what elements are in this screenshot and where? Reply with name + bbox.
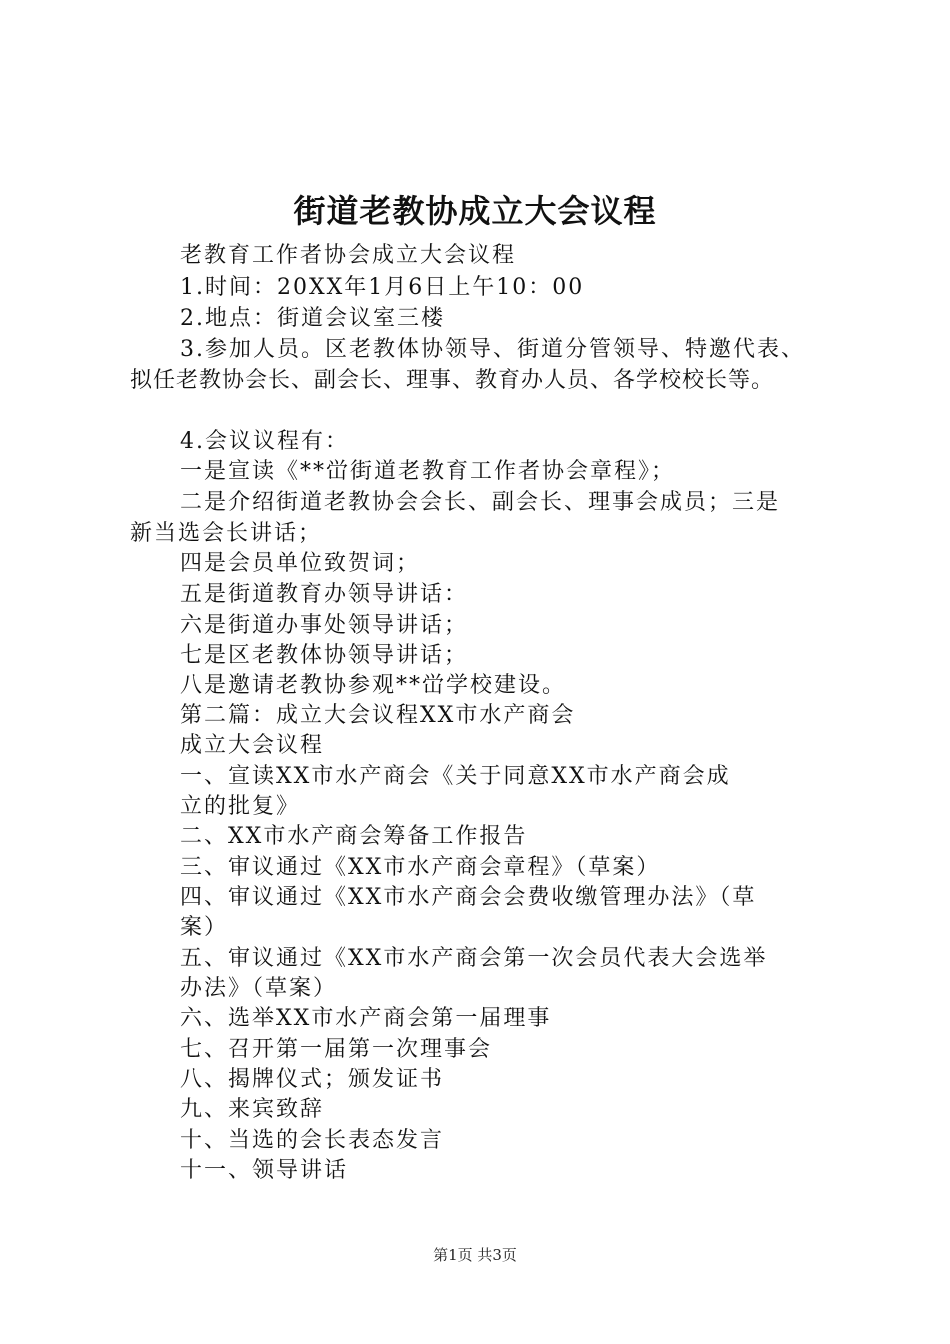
paragraph-line: 2.地点：街道会议室三楼 <box>180 306 445 331</box>
paragraph-line: 七是区老教体协领导讲话； <box>180 643 469 668</box>
paragraph-line: 办法》（草案） <box>180 976 338 1001</box>
paragraph-line: 四是会员单位致贺词； <box>180 551 421 576</box>
paragraph-line: 八、揭牌仪式；颁发证书 <box>180 1067 445 1092</box>
paragraph-line: 新当选会长讲话； <box>130 521 323 546</box>
paragraph-line: 四、审议通过《XX市水产商会会费收缴管理办法》（草 <box>180 885 757 910</box>
paragraph-line: 成立大会议程 <box>180 733 325 758</box>
paragraph-line: 二是介绍街道老教协会会长、副会长、理事会成员；三是 <box>180 490 781 515</box>
paragraph-line: 五、审议通过《XX市水产商会第一次会员代表大会选举 <box>180 946 768 971</box>
paragraph-line: 三、审议通过《XX市水产商会章程》（草案） <box>180 855 661 880</box>
paragraph-line: 一是宣读《**峃街道老教育工作者协会章程》； <box>180 459 676 484</box>
paragraph-line: 九、来宾致辞 <box>180 1097 325 1122</box>
paragraph-line: 六是街道办事处领导讲话； <box>180 613 469 638</box>
paragraph-line: 十一、领导讲话 <box>180 1158 349 1183</box>
page-footer: 第1页 共3页 <box>433 1246 517 1264</box>
paragraph-line: 4.会议议程有： <box>180 429 349 454</box>
paragraph-line: 拟任老教协会长、副会长、理事、教育办人员、各学校校长等。 <box>130 368 775 393</box>
document-title: 街道老教协成立大会议程 <box>293 192 657 230</box>
paragraph-line: 一、宣读XX市水产商会《关于同意XX市水产商会成 <box>180 764 731 789</box>
paragraph-line: 二、XX市水产商会筹备工作报告 <box>180 824 528 849</box>
paragraph-line: 立的批复》 <box>180 794 301 819</box>
paragraph-line: 十、当选的会长表态发言 <box>180 1128 445 1153</box>
paragraph-line: 第二篇：成立大会议程XX市水产商会 <box>180 703 576 728</box>
paragraph-line: 3.参加人员。区老教体协领导、街道分管领导、特邀代表、 <box>180 337 805 362</box>
paragraph-line: 六、选举XX市水产商会第一届理事 <box>180 1006 552 1031</box>
paragraph-line: 七、召开第一届第一次理事会 <box>180 1037 493 1062</box>
paragraph-line: 1.时间：20XX年1月6日上午10：00 <box>180 275 585 300</box>
paragraph-line: 案） <box>180 915 229 940</box>
paragraph-line: 老教育工作者协会成立大会议程 <box>180 243 517 268</box>
paragraph-line: 八是邀请老教协参观**峃学校建设。 <box>180 673 567 698</box>
paragraph-line: 五是街道教育办领导讲话： <box>180 582 469 607</box>
